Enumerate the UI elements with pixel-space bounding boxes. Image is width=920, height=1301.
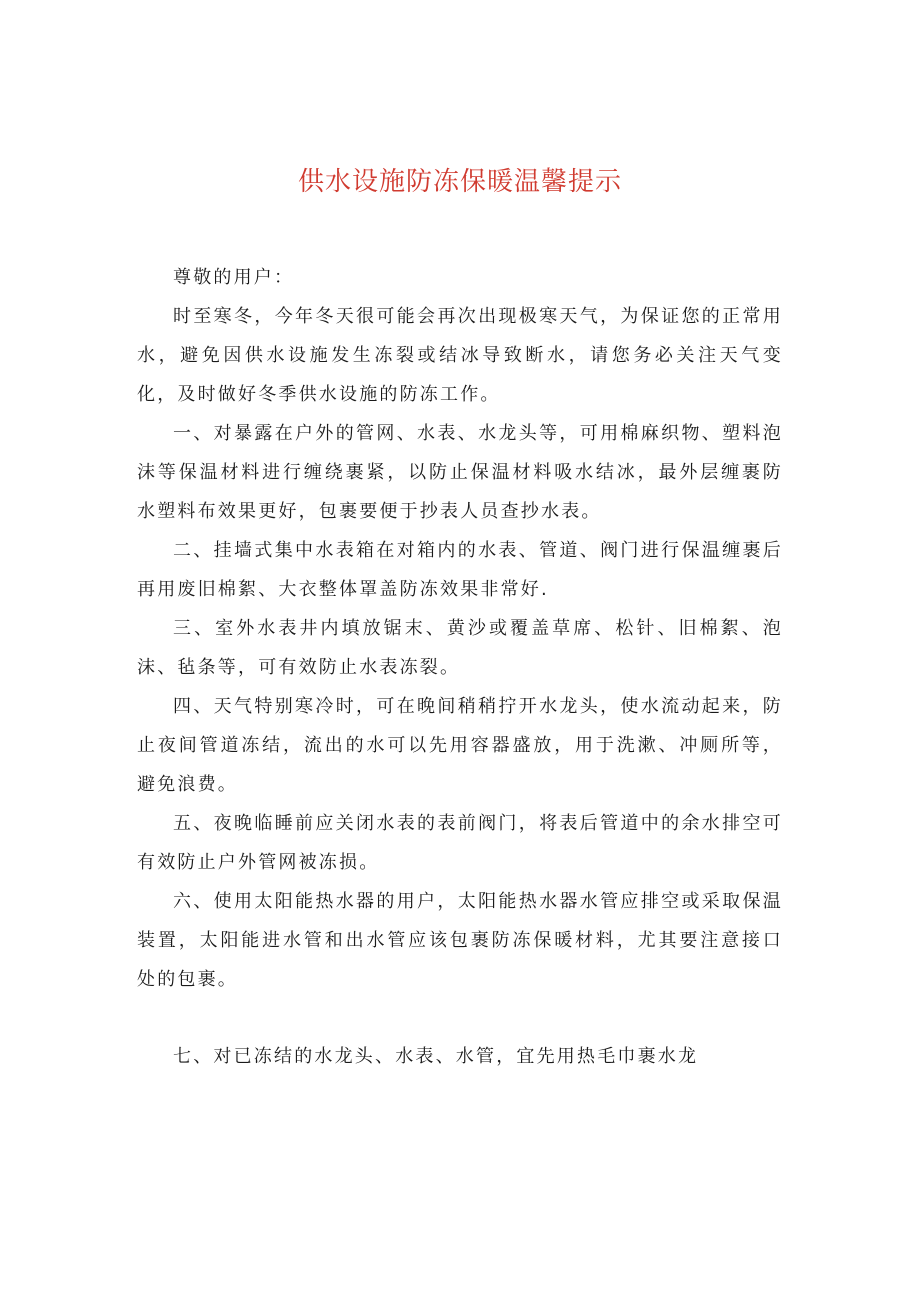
- item-1: 一、对暴露在户外的管网、水表、水龙头等，可用棉麻织物、塑料泡沫等保温材料进行缠绕裹紧，以防止保温材料吸水结冰，最外层缠裹防水塑料布效果更好，包裹要便于抄表人员查抄水表。: [137, 423, 783, 522]
- greeting: 尊敬的用户：: [173, 267, 295, 288]
- item-2: 二、挂墙式集中水表箱在对箱内的水表、管道、阀门进行保温缠裹后再用废旧棉絮、大衣整体罩盖防冻效果非常好.: [137, 540, 783, 600]
- item-3: 三、室外水表井内填放锯末、黄沙或覆盖草席、松针、旧棉絮、泡沫、毡条等，可有效防止水表冻裂。: [137, 618, 783, 678]
- item-4: 四、天气特别寒冷时，可在晚间稍稍拧开水龙头，使水流动起来，防止夜间管道冻结，流出的水可以先用容器盛放，用于洗漱、冲厕所等，避免浪费。: [137, 696, 783, 795]
- item-6: 六、使用太阳能热水器的用户，太阳能热水器水管应排空或采取保温装置，太阳能进水管和出水管应该包裹防冻保暖材料，尤其要注意接口处的包裹。: [137, 891, 783, 990]
- document-body: [137, 258, 783, 1076]
- intro-paragraph: 时至寒冬，今年冬天很可能会再次出现极寒天气，为保证您的正常用水，避免因供水设施发生冻裂或结冰导致断水，请您务必关注天气变化，及时做好冬季供水设施的防冻工作。: [137, 306, 783, 405]
- item-7: 七、对已冻结的水龙头、水表、水管，宜先用热毛巾裹水龙: [173, 1046, 699, 1067]
- document-title: 供水设施防冻保暖温馨提示: [297, 167, 622, 197]
- item-5: 五、夜晚临睡前应关闭水表的表前阀门，将表后管道中的余水排空可有效防止户外管网被冻损。: [137, 813, 783, 873]
